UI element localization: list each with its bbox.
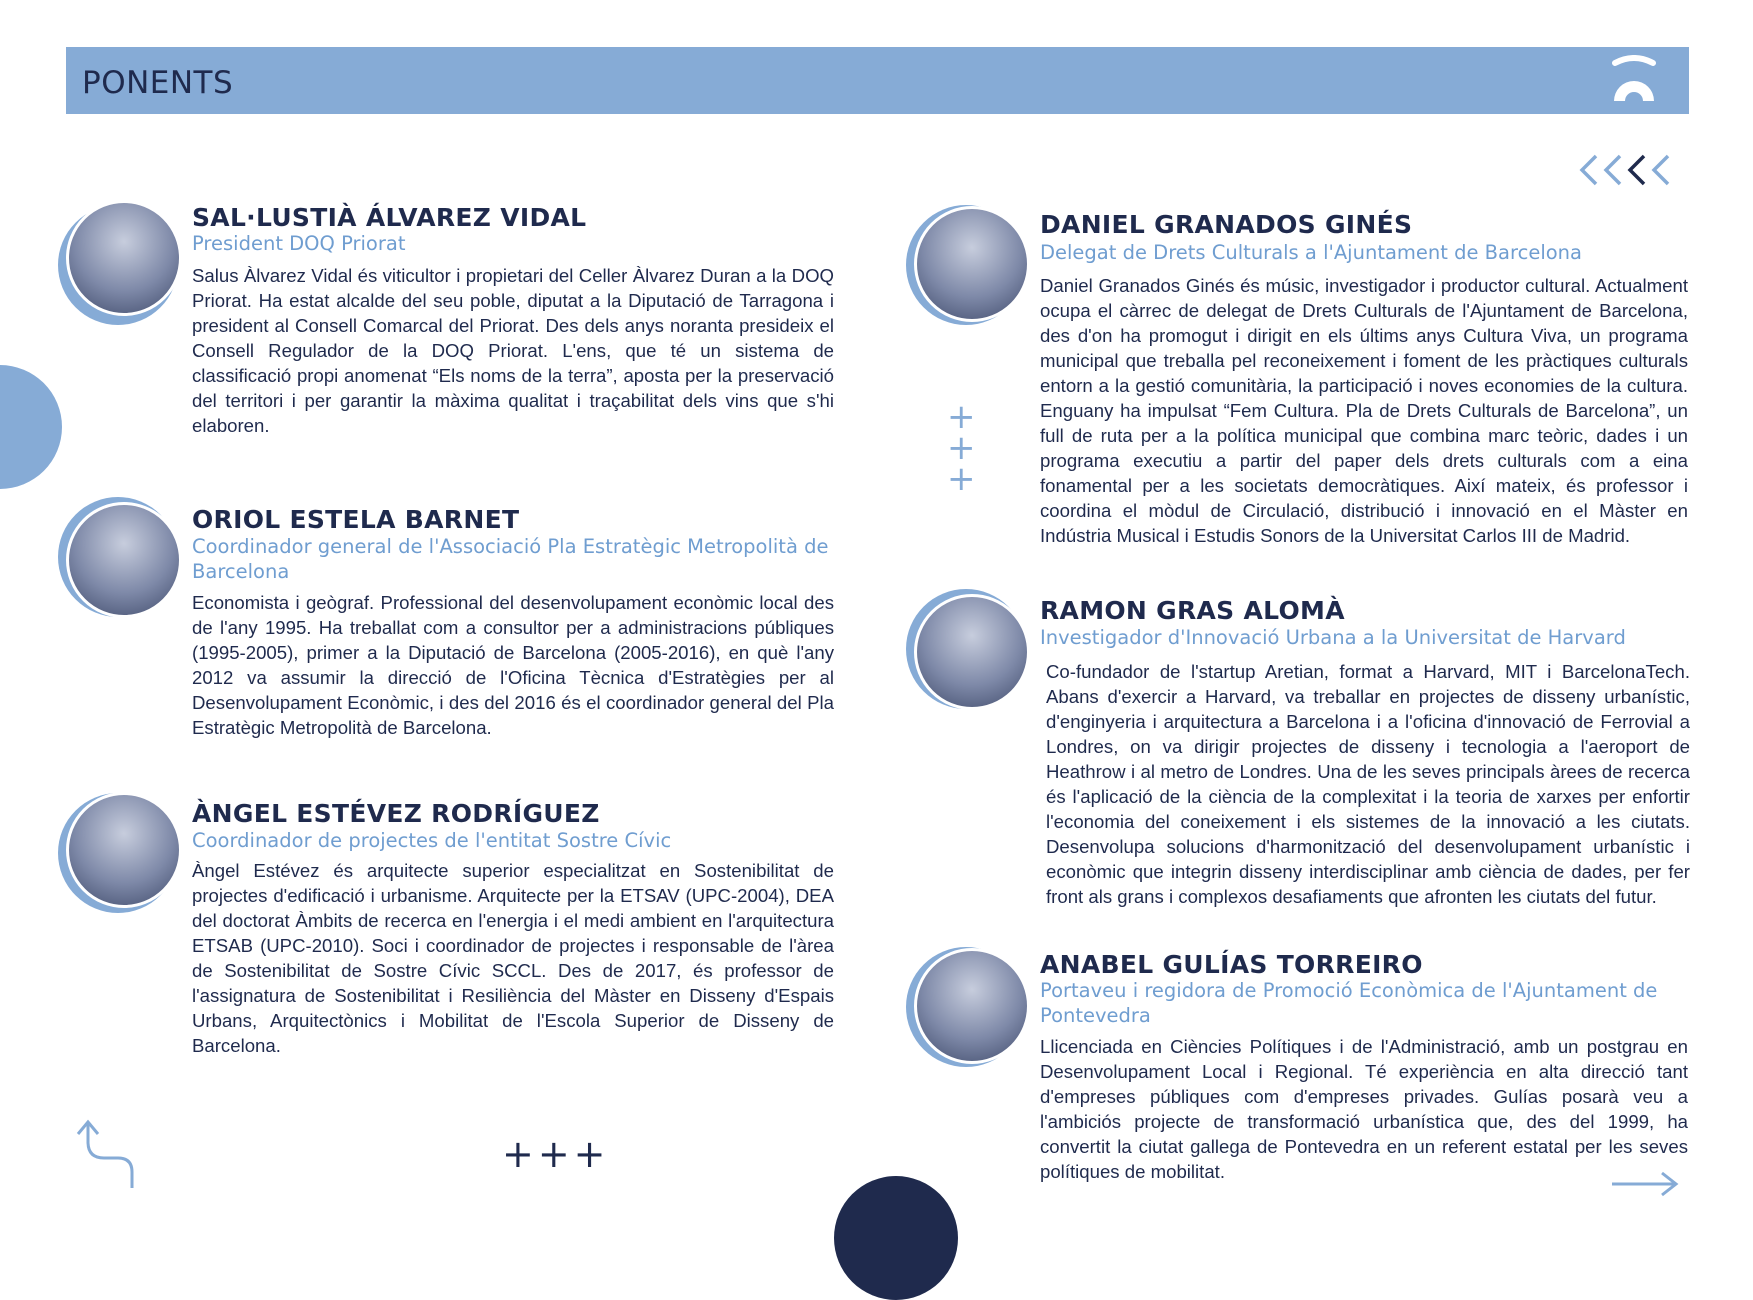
logo-icon (1609, 55, 1659, 105)
speaker-name: RAMON GRAS ALOMÀ (1040, 596, 1345, 625)
speaker-bio: Co-fundador de l'startup Aretian, format a Harvard, MIT i BarcelonaTech. Abans d'exercir a Harvard, va treballar en projectes de disseny urbanístic, d'enginyeria i arquitectura a Barcelona i a l'oficina d'innovació de Ferrovial a Londres, on va dirigir projectes de disseny i tecnologia a l'aeroport de Heathrow i al metro de Londres. Una de les seves principals àrees de recerca és l'aplicació de la ciència de la complexitat i la teoria de xarxes per enfortir l'economia del coneixement i els sistemes de la innovació a les ciutats. Desenvolupa solucions d'harmonització del desenvolupament urbanístic i econòmic que integrin disseny interdisciplinar amb ciència de dades, per fer front als grans i complexos desafiaments que afronten les ciutats del futur. (1046, 661, 1690, 907)
plus-column-decoration (947, 397, 976, 499)
speaker-photo (914, 594, 1030, 710)
speaker-bio: Llicenciada en Ciències Polítiques i de l'Administració, amb un postgrau en Desenvolupament Local i Regional. Té experiència en alta direcció tant d'empreses públiques com d'empreses privades. Gulías posarà veu a l'ambiciós projecte de transformació urbanística que, des del 1999, ha convertit la ciutat gallega de Pontevedra en un referent estatal per les seves polítiques de mobilitat. (1040, 1036, 1688, 1182)
speaker-bio: Daniel Granados Ginés és músic, investigador i productor cultural. Actualment ocupa el càrrec de delegat de Drets Culturals de l'Ajuntament de Barcelona, des d'on ha promogut i dirigit en els últims anys Cultura Viva, un programa municipal que treballa pel reconeixement i foment de les pràctiques culturals entorn a la gestió comunitària, la participació i noves economies de la cultura. Enguany ha impulsat “Fem Cultura. Pla de Drets Culturals de Barcelona”, un full de ruta per a la política municipal que combina marc teòric, dades i un programa executiu a partir del paper dels drets culturals com a eina fonamental per a les societats democràtiques. Així mateix, és professor i coordina el mòdul de Circulació, distribució i innovació en el Màster en Indústria Musical i Estudis Sonors de la Universitat Carlos III de Madrid. (1040, 275, 1688, 546)
speaker-role: Investigador d'Innovació Urbana a la Universitat de Harvard (1040, 626, 1626, 649)
speaker-name: ORIOL ESTELA BARNET (192, 505, 520, 534)
bottom-half-circle (834, 1176, 958, 1300)
speaker-bio: Salus Àlvarez Vidal és viticultor i propietari del Celler Àlvarez Duran a la DOQ Priorat. Ha estat alcalde del seu poble, diputat a la Diputació de Tarragona i president al Consell Comarcal del Priorat. Des dels anys noranta presideix el Consell Regulador de la DOQ Priorat. L'ens, que té un sistema de classificació propi anomenat “Els noms de la terra”, aposta per la preservació del territori i per garantir la màxima qualitat i traçabilitat dels vins que s'hi elaboren. (192, 265, 834, 436)
speaker-name: SAL·LUSTIÀ ÁLVAREZ VIDAL (192, 203, 587, 232)
speaker-bio: Àngel Estévez és arquitecte superior especialitzat en Sostenibilitat de projectes d'edificació i urbanisme. Arquitecte per la ETSAV (UPC-2004), DEA del doctorat Àmbits de recerca en l'energia i el medi ambient en l'arquitectura ETSAB (UPC-2010). Soci i coordinador de projectes i responsable de l'àrea de Sostenibilitat de Sostre Cívic SCCL. Des de 2017, és professor de l'assignatura de Sostenibilitat i Resiliència del Màster en Disseny d'Espais Urbans, Arquitectònics i Mobilitat de l'Escola Superior de Disseny de Barcelona. (192, 860, 834, 1056)
left-edge-half-circle (0, 365, 62, 489)
speaker-name: DANIEL GRANADOS GINÉS (1040, 210, 1413, 239)
plus-icon: + (947, 459, 976, 499)
chevrons-left-icon (1578, 152, 1688, 188)
plus-icon: + (947, 397, 976, 437)
header-bar (66, 47, 1689, 114)
speaker-bio: Economista i geògraf. Professional del desenvolupament econòmic local des de l'any 1995. Ha treballat com a consultor per a administracions públiques (1995-2005), primer a la Diputació de Barcelona (2005-2016), en què l'any 2012 va assumir la direcció de l'Oficina Tècnica d'Estratègies per al Desenvolupament Econòmic, i des del 2016 és el coordinador general del Pla Estratègic Metropolità de Barcelona. (192, 592, 834, 738)
speaker-photo (66, 792, 182, 908)
page-title: PONENTS (82, 65, 234, 101)
curved-arrow-icon (70, 1118, 140, 1190)
speaker-name: ÀNGEL ESTÉVEZ RODRÍGUEZ (192, 799, 600, 828)
speaker-photo (914, 948, 1030, 1064)
speaker-role: Portaveu i regidora de Promoció Econòmica de l'Ajuntament de Pontevedra (1040, 979, 1658, 1027)
plus-icon: + (947, 428, 976, 468)
speaker-role: Coordinador general de l'Associació Pla Estratègic Metropolità de Barcelona (192, 535, 829, 583)
speaker-name: ANABEL GULÍAS TORREIRO (1040, 950, 1423, 979)
speaker-photo (66, 502, 182, 618)
plus-row-decoration: +++ (502, 1132, 610, 1176)
speaker-role: Delegat de Drets Culturals a l'Ajuntament de Barcelona (1040, 241, 1582, 264)
speaker-role: President DOQ Priorat (192, 232, 406, 255)
speaker-photo (914, 206, 1030, 322)
speaker-photo (66, 200, 182, 316)
speaker-role: Coordinador de projectes de l'entitat Sostre Cívic (192, 829, 672, 852)
